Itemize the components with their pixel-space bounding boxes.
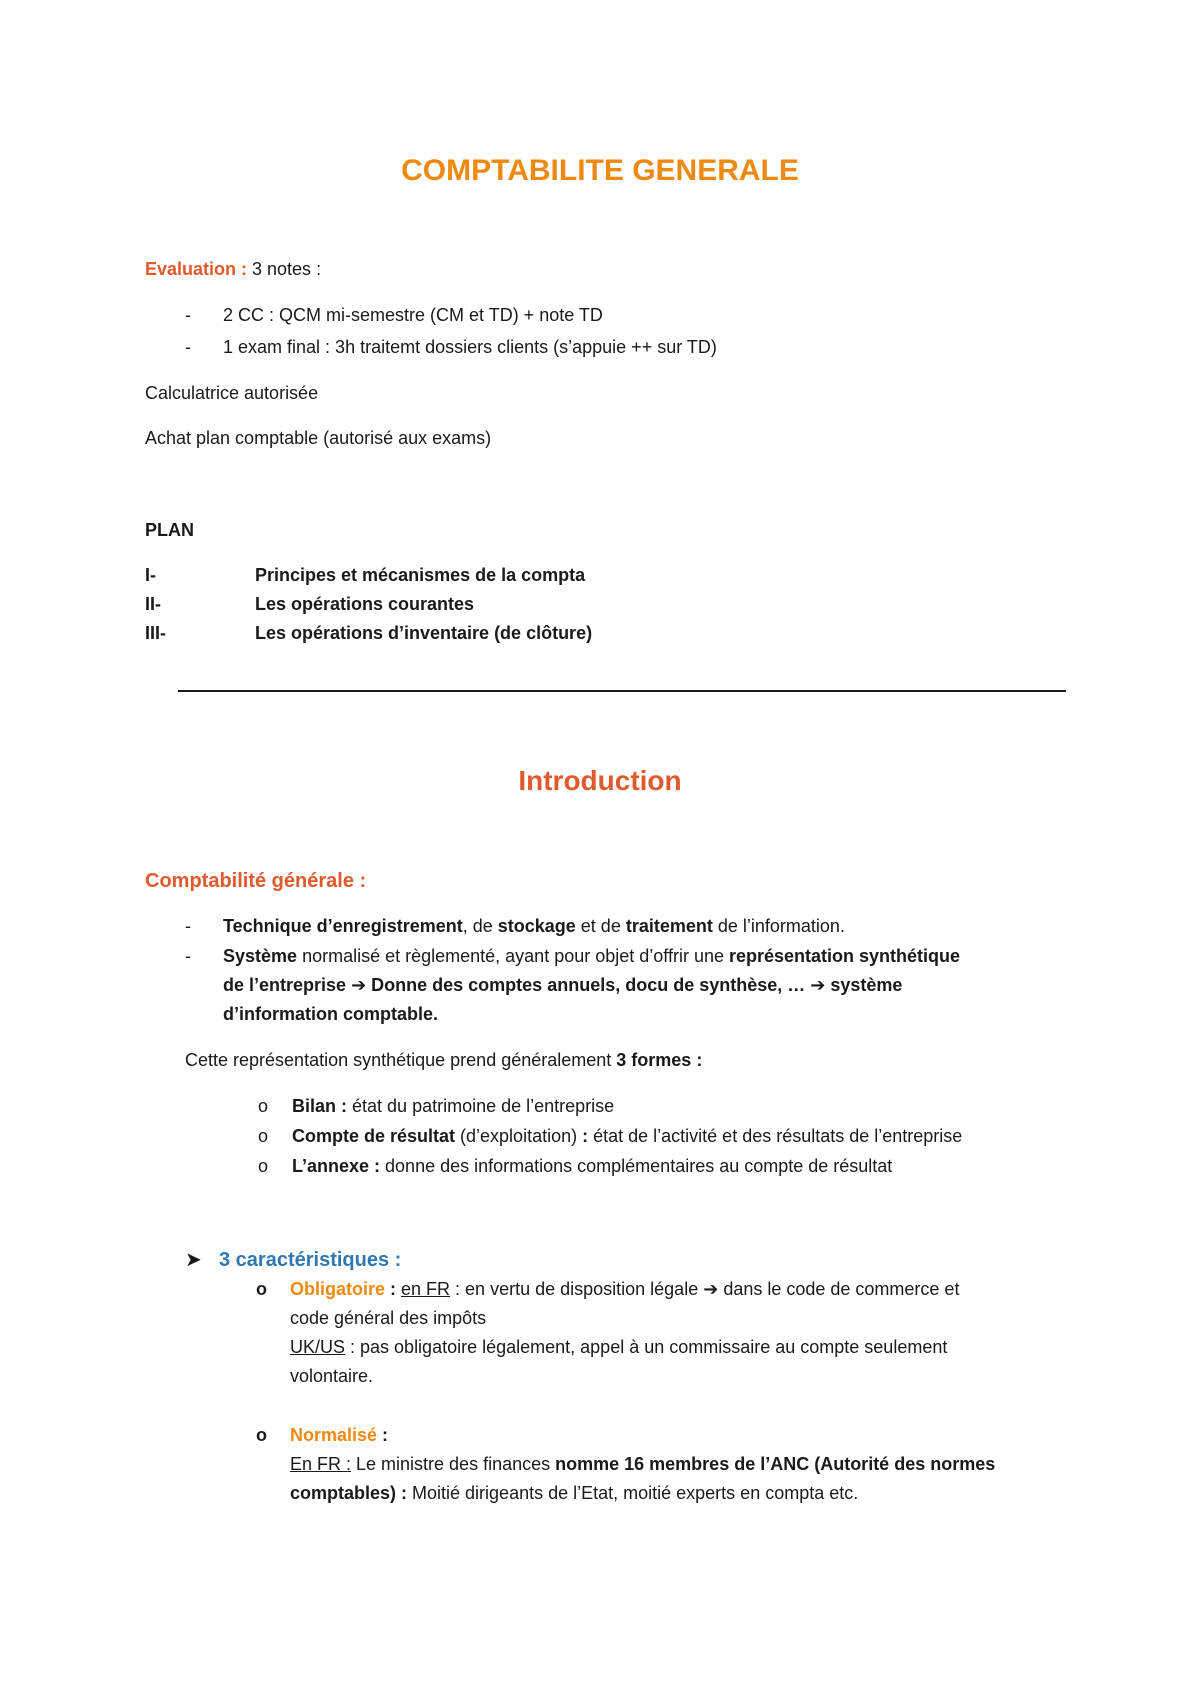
- form-item-compte-resultat: o Compte de résultat (d’exploitation) : état de l’activité et des résultats de l’entreprise: [258, 1123, 962, 1150]
- definition-1: - Technique d’enregistrement, de stockage et de traitement de l’information.: [185, 916, 845, 936]
- circle-bullet-icon: o: [256, 1279, 267, 1299]
- circle-bullet-icon: o: [258, 1156, 269, 1176]
- caracteristiques-heading: ➤ 3 caractéristiques :: [185, 1245, 401, 1275]
- form-item-bilan: o Bilan : état du patrimoine de l’entreprise: [258, 1093, 614, 1120]
- calculator-note: Calculatrice autorisée: [145, 383, 319, 403]
- obligatoire-line-3: UK/US : pas obligatoire légalement, appel à un commissaire au compte seulement: [290, 1337, 948, 1357]
- circle-bullet-icon: o: [258, 1126, 269, 1146]
- plan-item-2: II- Les opérations courantes: [145, 594, 475, 614]
- arrowhead-bullet-icon: ➤: [185, 1249, 202, 1271]
- arrow-right-icon: ➔: [703, 1279, 719, 1299]
- plan-item-3: III- Les opérations d’inventaire (de clôture): [145, 623, 593, 643]
- normalise-line-2: En FR : Le ministre des finances nomme 16 membres de l’ANC (Autorité des normes: [290, 1454, 996, 1474]
- plan-heading: PLAN: [145, 520, 194, 540]
- horizontal-divider: [178, 690, 1066, 692]
- eval-item-text: 2 CC : QCM mi-semestre (CM et TD) + note TD: [223, 305, 603, 325]
- obligatoire-line-1: o Obligatoire : en FR : en vertu de disposition légale ➔ dans le code de commerce et: [256, 1276, 959, 1303]
- circle-bullet-icon: o: [256, 1425, 267, 1445]
- eval-item-1: - 2 CC : QCM mi-semestre (CM et TD) + note TD: [185, 305, 603, 325]
- synthesis-line: Cette représentation synthétique prend généralement 3 formes :: [185, 1050, 703, 1070]
- plan-comptable-note: Achat plan comptable (autorisé aux exams): [145, 428, 492, 448]
- definition-2-line-1: - Système normalisé et règlementé, ayant pour objet d’offrir une représentation synthétique: [185, 946, 961, 966]
- eval-item-2: - 1 exam final : 3h traitemt dossiers clients (s’appuie ++ sur TD): [185, 337, 717, 357]
- definition-2-line-2: de l’entreprise ➔ Donne des comptes annuels, docu de synthèse, … ➔ système: [223, 975, 903, 995]
- intro-heading: Introduction: [518, 765, 682, 796]
- arrow-right-icon: ➔: [810, 975, 826, 995]
- circle-bullet-icon: o: [258, 1096, 269, 1116]
- eval-item-text: 1 exam final : 3h traitemt dossiers clients (s’appuie ++ sur TD): [223, 337, 717, 357]
- form-item-annexe: o L’annexe : donne des informations complémentaires au compte de résultat: [258, 1153, 892, 1180]
- document-title: COMPTABILITE GENERALE: [401, 154, 799, 187]
- normalise-line-3: comptables) : Moitié dirigeants de l’Etat, moitié experts en compta etc.: [290, 1483, 859, 1503]
- compta-heading: Comptabilité générale :: [145, 870, 367, 892]
- definition-2-line-3: d’information comptable.: [223, 1004, 439, 1024]
- evaluation-line: [145, 256, 321, 283]
- plan-item-1: I- Principes et mécanismes de la compta: [145, 565, 586, 585]
- obligatoire-line-4: volontaire.: [290, 1366, 374, 1386]
- evaluation-text: 3 notes :: [247, 259, 322, 279]
- normalise-line-1: o Normalisé :: [256, 1422, 388, 1449]
- arrow-right-icon: ➔: [351, 975, 367, 995]
- evaluation-label: Evaluation :: [145, 259, 248, 279]
- obligatoire-line-2: code général des impôts: [290, 1308, 487, 1328]
